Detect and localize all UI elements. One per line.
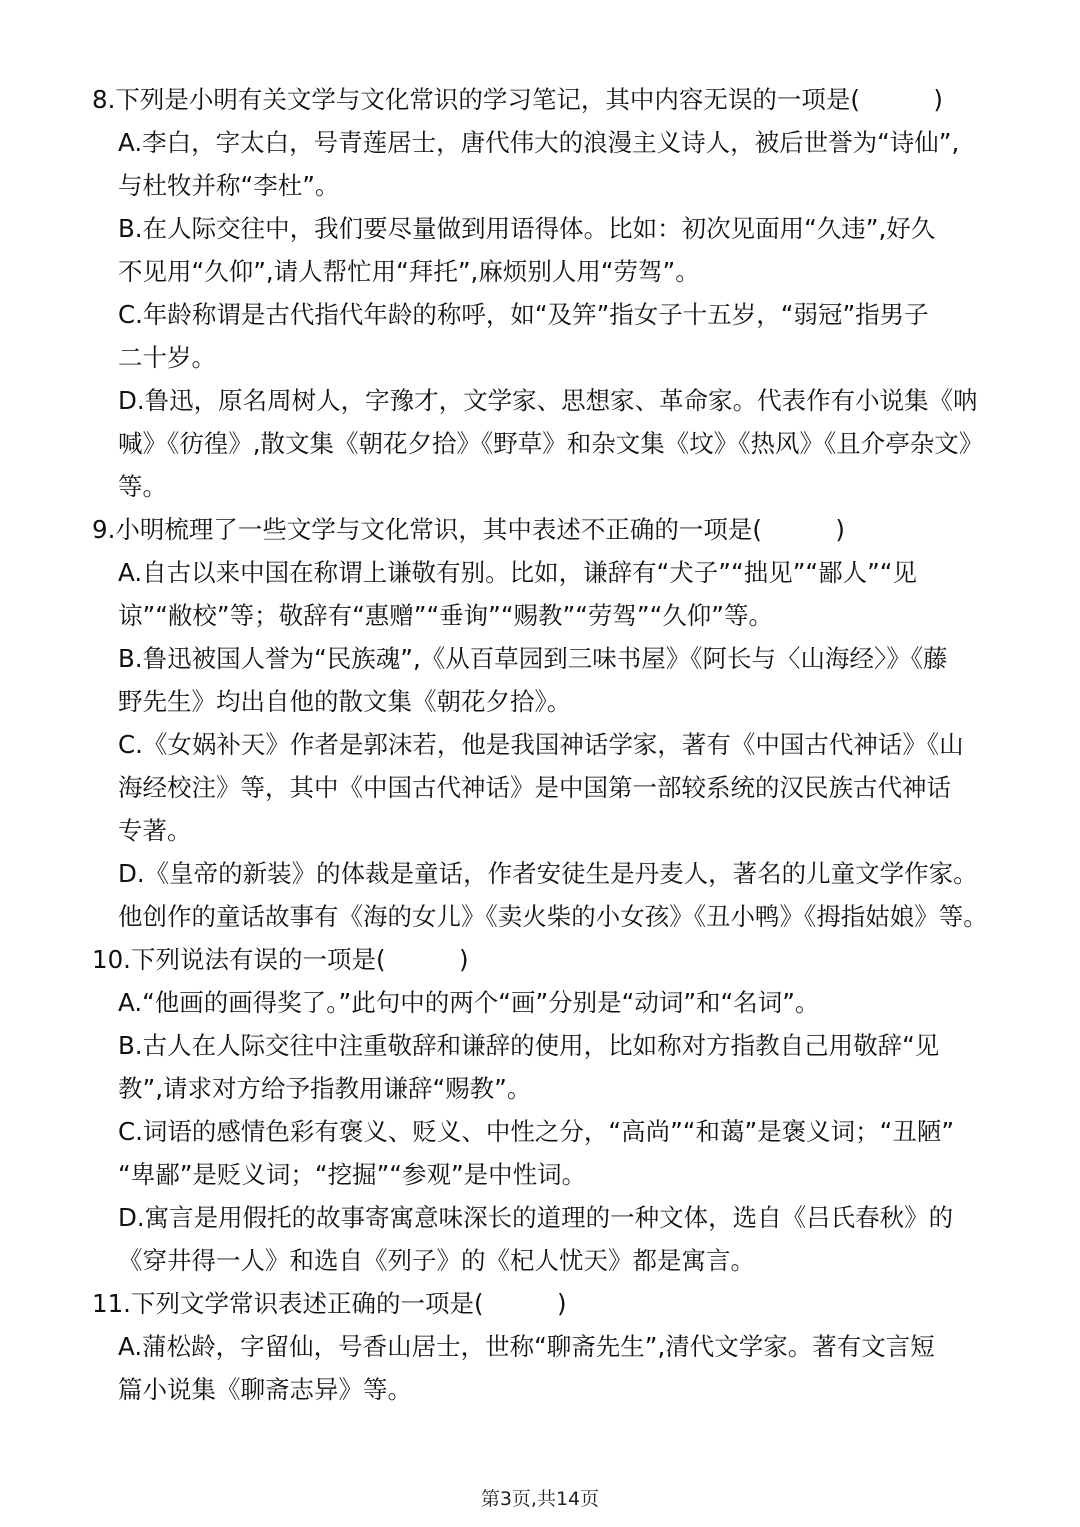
question-8-option-b: B.在人际交往中，我们要尽量做到用语得体。比如：初次见面用“久违”,好久 不见用“久仰”,请人帮忙用“拜托”,麻烦别人用“劳驾”。 — [118, 214, 936, 286]
question-9-option-b: B.鲁迅被国人誉为“民族魂”,《从百草园到三味书屋》《阿长与〈山海经〉》《藤 野先生》均出自他的散文集《朝花夕拾》。 — [118, 644, 948, 716]
question-9-option-d: D.《皇帝的新装》的体裁是童话，作者安徒生是丹麦人，著名的儿童文学作家。 他创作的童话故事有《海的女儿》《卖火柴的小女孩》《丑小鸭》《拇指姑娘》等。 — [118, 859, 988, 931]
question-11-option-a: A.蒲松龄，字留仙，号香山居士，世称“聊斋先生”,清代文学家。著有文言短 篇小说集《聊斋志异》等。 — [118, 1332, 935, 1404]
question-list — [92, 78, 992, 1411]
question-10-option-c: C.词语的感情色彩有褒义、贬义、中性之分，“高尚”“和蔼”是褒义词；“丑陋” “卑鄙”是贬义词；“挖掘”“参观”是中性词。 — [118, 1117, 955, 1189]
question-11-stem: 11.下列文学常识表述正确的一项是( ) — [92, 1289, 567, 1318]
question-8-option-c: C.年龄称谓是古代指代年龄的称呼，如“及笄”指女子十五岁，“弱冠”指男子 二十岁。 — [118, 300, 929, 372]
question-9-option-c: C.《女娲补天》作者是郭沫若，他是我国神话学家，著有《中国古代神话》《山 海经校注》等，其中《中国古代神话》是中国第一部较系统的汉民族古代神话 专著。 — [118, 730, 964, 845]
question-10-option-b: B.古人在人际交往中注重敬辞和谦辞的使用，比如称对方指教自己用敬辞“见 教”,请求对方给予指教用谦辞“赐教”。 — [118, 1031, 940, 1103]
page-number: 第3页,共14页 — [480, 1488, 600, 1510]
question-9-option-a: A.自古以来中国在称谓上谦敬有别。比如，谦辞有“犬子”“拙见”“鄙人”“见 谅”“敝校”等；敬辞有“惠赠”“垂询”“赐教”“劳驾”“久仰”等。 — [118, 558, 917, 630]
question-10-option-d: D.寓言是用假托的故事寄寓意味深长的道理的一种文体，选自《吕氏春秋》的 《穿井得一人》和选自《列子》的《杞人忧天》都是寓言。 — [118, 1203, 954, 1275]
question-10-option-a: A.“他画的画得奖了。”此句中的两个“画”分别是“动词”和“名词”。 — [118, 988, 820, 1017]
question-10-stem: 10.下列说法有误的一项是( ) — [92, 945, 469, 974]
question-8-stem: 8.下列是小明有关文学与文化常识的学习笔记，其中内容无误的一项是( ) — [92, 85, 943, 114]
question-8-option-a: A.李白，字太白，号青莲居士，唐代伟大的浪漫主义诗人，被后世誉为“诗仙”, 与杜牧并称“李杜”。 — [118, 128, 960, 200]
question-8-option-d: D.鲁迅，原名周树人，字豫才，文学家、思想家、革命家。代表作有小说集《呐 喊》《彷徨》,散文集《朝花夕拾》《野草》和杂文集《坟》《热风》《且介亭杂文》 等。 — [118, 386, 984, 501]
question-9-stem: 9.小明梳理了一些文学与文化常识，其中表述不正确的一项是( ) — [92, 515, 845, 544]
